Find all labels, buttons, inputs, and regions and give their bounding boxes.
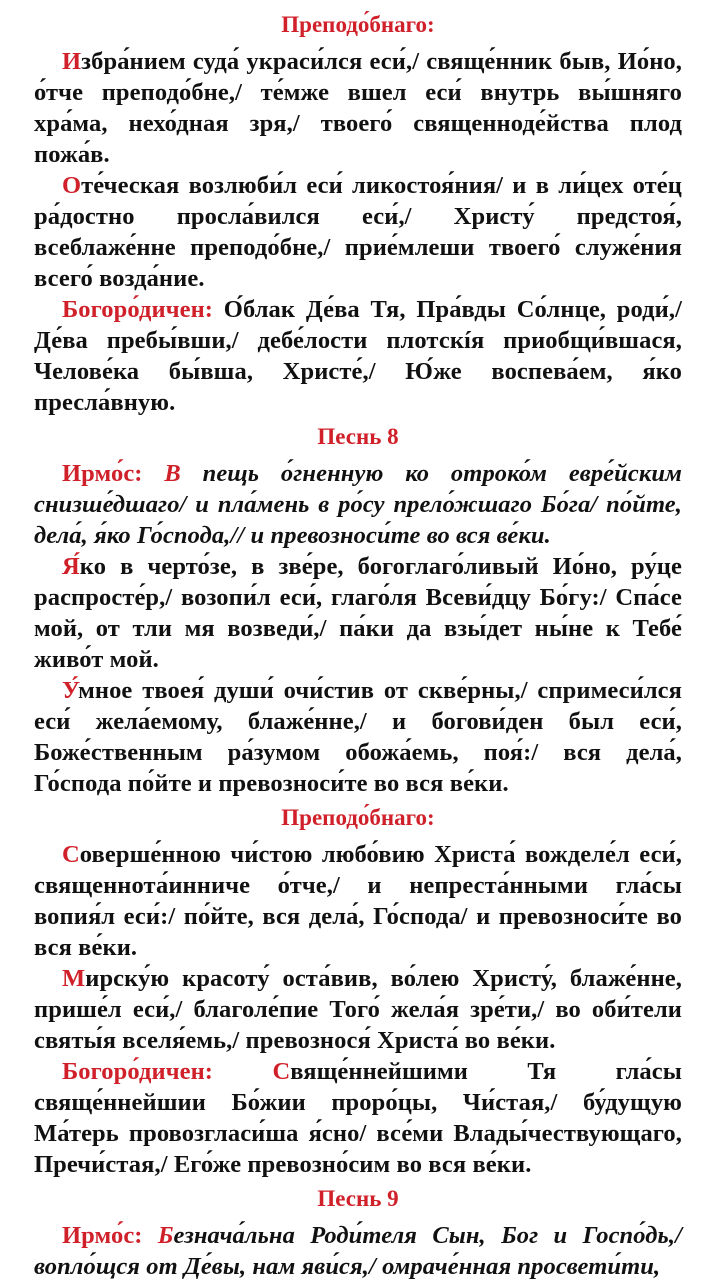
troparion-verse	[34, 170, 682, 294]
troparion-verse	[34, 551, 682, 675]
verse-text: ́блак Де́ва Тя, Пра́вды Со́лнце, роди́,/ Де́ва пребы́вши,/ дебе́лости плотскíя приобщи́вшася, Челове́ка бы́вша, Христе́,/ Ю́же воспева́ем, я́ко пресла́вную.	[34, 296, 682, 416]
verse-text: вяще́ннейшими Тя гла́сы свяще́ннейшии Бо́жии проро́цы, Чи́стая,/ бу́дущую Ма́терь провозгласи́ша я́сно/ все́ми Влады́чествующаго, Пречи́стая,/ Его́же превозно́сим во вся ве́ки.	[34, 1058, 682, 1178]
troparion-verse	[34, 963, 682, 1056]
rubric-label: Богоро́дичен:	[62, 296, 224, 323]
section-heading: Преподо́бнаго:	[281, 12, 435, 37]
initial-letter: Б	[157, 1222, 174, 1249]
initial-letter: М	[62, 965, 86, 992]
initial-letter: С	[62, 841, 80, 868]
initial-letter: Я	[62, 553, 80, 580]
rubric-label: Богоро́дичен:	[62, 1058, 273, 1085]
initial-letter: О	[223, 296, 243, 323]
verse-text: пещь о́гненную ко отроко́м евре́йским снизше́дшаго/ и пла́мень в ро́су прело́жшаго Бо́га/ по́йте, дела́, я́ко Го́спода,// и превозноси́те во вся ве́ки.	[34, 460, 682, 549]
ode-heading: Песнь 9	[317, 1186, 399, 1211]
verse-text: езнача́льна Роди́теля Сын, Бог и Госпо́дь,/ вопло́щся от Де́вы, нам яви́ся,/ омраче́нная просвети́ти,	[34, 1222, 682, 1280]
verse-text: оверше́нною чи́стою любо́вию Христа́ вожделе́л еси́, священнота́инниче о́тче,/ и непреста́нными гла́сы вопия́л еси́:/ по́йте, вся дела́, Го́спода/ и превозноси́те во вся ве́ки.	[34, 841, 682, 961]
theotokion-verse	[34, 294, 682, 418]
theotokion-verse	[34, 1056, 682, 1180]
initial-letter: С	[272, 1058, 291, 1085]
verse-text: ирску́ю красоту́ оста́вив, во́лею Христу́, блаже́нне, прише́л еси́,/ благоле́пие Того́ жела́я зре́ти,/ во оби́тели святы́я вселя́емь,/ превознося́ Христа́ во ве́ки.	[34, 965, 682, 1054]
irmos-verse	[34, 1220, 682, 1282]
section-heading: Преподо́бнаго:	[281, 805, 435, 830]
irmos-verse	[34, 458, 682, 551]
troparion-verse	[34, 675, 682, 799]
initial-letter: О	[62, 172, 82, 199]
verse-text: збра́нием суда́ украси́лся еси́,/ свяще́нник быв, Ио́но, о́тче преподо́бне,/ те́мже вшел еси́ внутрь вы́шняго хра́ма, нехо́дная зря,/ твоего́ священноде́йства плод пожа́в.	[34, 48, 682, 168]
rubric-label: Ирмо́с:	[62, 460, 165, 487]
ode-heading: Песнь 8	[317, 424, 399, 449]
initial-letter: У	[62, 677, 79, 704]
rubric-label: Ирмо́с:	[62, 1222, 158, 1249]
verse-text: ́ко в черто́зе, в зве́ре, богоглаго́ливый Ио́но, ру́це распросте́р,/ возопи́л еси́, глаго́ля Всеви́дцу Бо́гу:/ Спа́се мой, от тли мя возведи́,/ па́ки да взы́дет ны́не к Тебе́ живо́т мой.	[34, 553, 682, 673]
initial-letter: В	[164, 460, 181, 487]
verse-text: ́мное твоея́ души́ очи́стив от скве́рны,/ спримеси́лся еси́ жела́емому, блаже́нне,/ и богови́ден был еси́, Боже́ственным ра́зумом обожа́емь, поя́:/ вся дела́, Го́спода по́йте и превозноси́те во вся ве́ки.	[34, 677, 682, 797]
troparion-verse	[34, 839, 682, 963]
verse-text: те́ческая возлюби́л еси́ ликостоя́ния/ и в ли́цех оте́ц ра́достно просла́вился еси́,/ Христу́ предстоя́, всеблаже́нне преподо́бне,/ прие́млеши твоего́ служе́ния всего́ возда́ние.	[34, 172, 682, 292]
troparion-verse	[34, 46, 682, 170]
initial-letter: И	[62, 48, 82, 75]
